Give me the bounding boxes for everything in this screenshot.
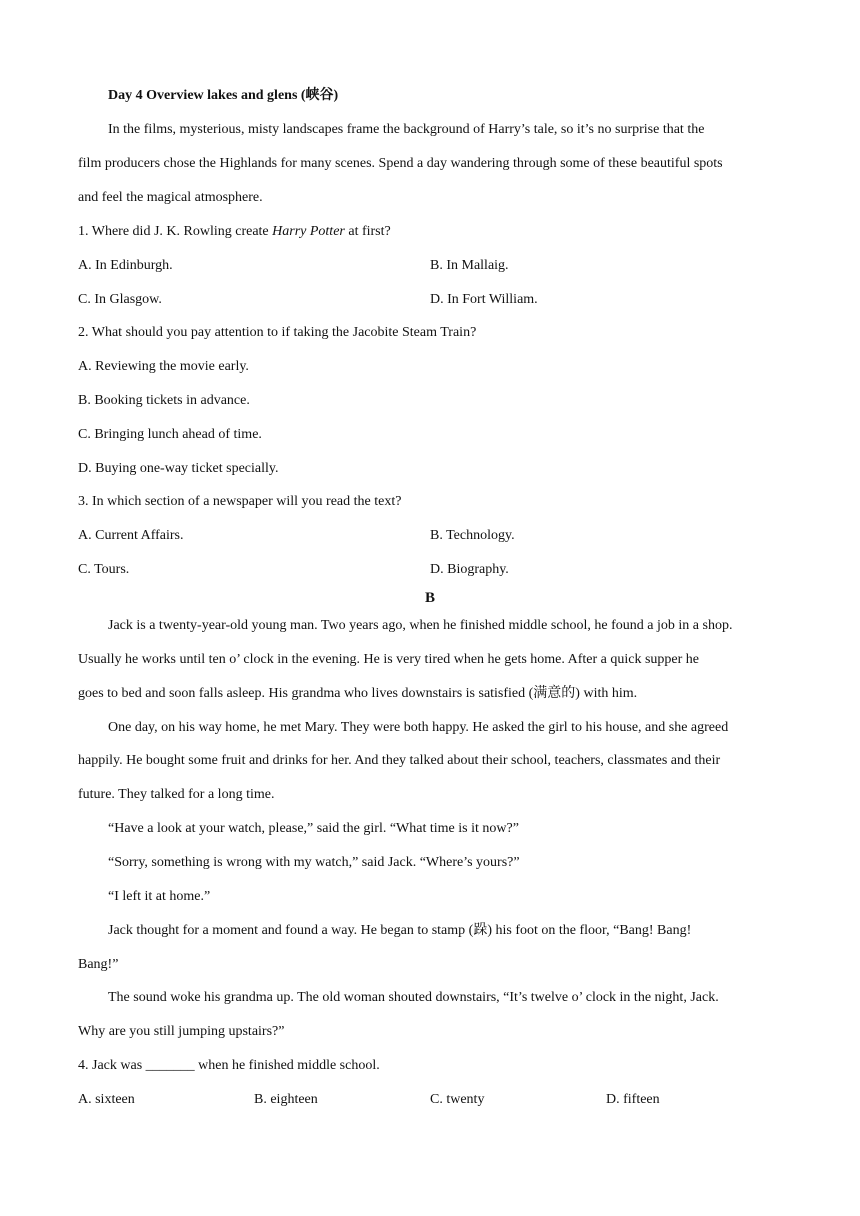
passage-b-line: future. They talked for a long time. [78,787,275,802]
question-3-stem: 3. In which section of a newspaper will you read the text? [78,494,402,509]
passage-b-line: Jack is a twenty-year-old young man. Two years ago, when he finished middle school, he found a job in a shop. [108,618,733,633]
day4-heading: Day 4 Overview lakes and glens (峡谷) [108,88,339,103]
passage-b-line: goes to bed and soon falls asleep. His grandma who lives downstairs is satisfied (满意的) with him. [78,686,638,701]
day4-paragraph-line: film producers chose the Highlands for many scenes. Spend a day wandering through some of these beautiful spots [78,156,723,171]
question-2-option-d: D. Buying one-way ticket specially. [78,461,279,476]
question-2-option-a: A. Reviewing the movie early. [78,359,249,374]
question-1-option-b: B. In Mallaig. [430,258,509,273]
question-4-option-b: B. eighteen [254,1092,318,1107]
question-4-option-c: C. twenty [430,1092,485,1107]
question-1-stem [78,222,391,242]
passage-b-line: “Sorry, something is wrong with my watch,” said Jack. “Where’s yours?” [108,855,520,870]
question-3-option-a: A. Current Affairs. [78,528,184,543]
question-4-option-a: A. sixteen [78,1092,135,1107]
question-1-suffix: at first? [344,224,391,239]
passage-b-line: Bang!” [78,957,119,972]
passage-b-line: Why are you still jumping upstairs?” [78,1024,285,1039]
passage-b-line: “I left it at home.” [108,889,211,904]
passage-b-line: happily. He bought some fruit and drinks for her. And they talked about their school, teachers, classmates and their [78,753,721,768]
question-1-option-c: C. In Glasgow. [78,292,162,307]
question-3-option-c: C. Tours. [78,562,130,577]
question-3-option-b: B. Technology. [430,528,515,543]
question-1-option-d: D. In Fort William. [430,292,538,307]
passage-b-line: The sound woke his grandma up. The old woman shouted downstairs, “It’s twelve o’ clock in the night, Jack. [108,990,719,1005]
passage-b-line: “Have a look at your watch, please,” said the girl. “What time is it now?” [108,821,519,836]
question-3-option-d: D. Biography. [430,562,509,577]
question-1-option-a: A. In Edinburgh. [78,258,173,273]
question-4-option-d: D. fifteen [606,1092,660,1107]
question-2-option-c: C. Bringing lunch ahead of time. [78,427,262,442]
passage-b-line: Usually he works until ten o’ clock in the evening. He is very tired when he gets home. After a quick supper he [78,652,700,667]
question-1-title-italic: Harry Potter [272,224,345,239]
day4-paragraph-line: In the films, mysterious, misty landscapes frame the background of Harry’s tale, so it’s no surprise that the [108,122,705,137]
question-2-stem: 2. What should you pay attention to if taking the Jacobite Steam Train? [78,325,477,340]
passage-b-line: Jack thought for a moment and found a way. He began to stamp (跺) his foot on the floor, “Bang! Bang! [108,923,692,938]
passage-b-title: B [424,590,435,606]
day4-paragraph-line: and feel the magical atmosphere. [78,190,263,205]
passage-b-line: One day, on his way home, he met Mary. They were both happy. He asked the girl to his house, and she agreed [108,720,729,735]
question-2-option-b: B. Booking tickets in advance. [78,393,250,408]
question-1-prefix: 1. Where did J. K. Rowling create [78,224,273,239]
question-4-stem: 4. Jack was _______ when he finished middle school. [78,1058,380,1073]
